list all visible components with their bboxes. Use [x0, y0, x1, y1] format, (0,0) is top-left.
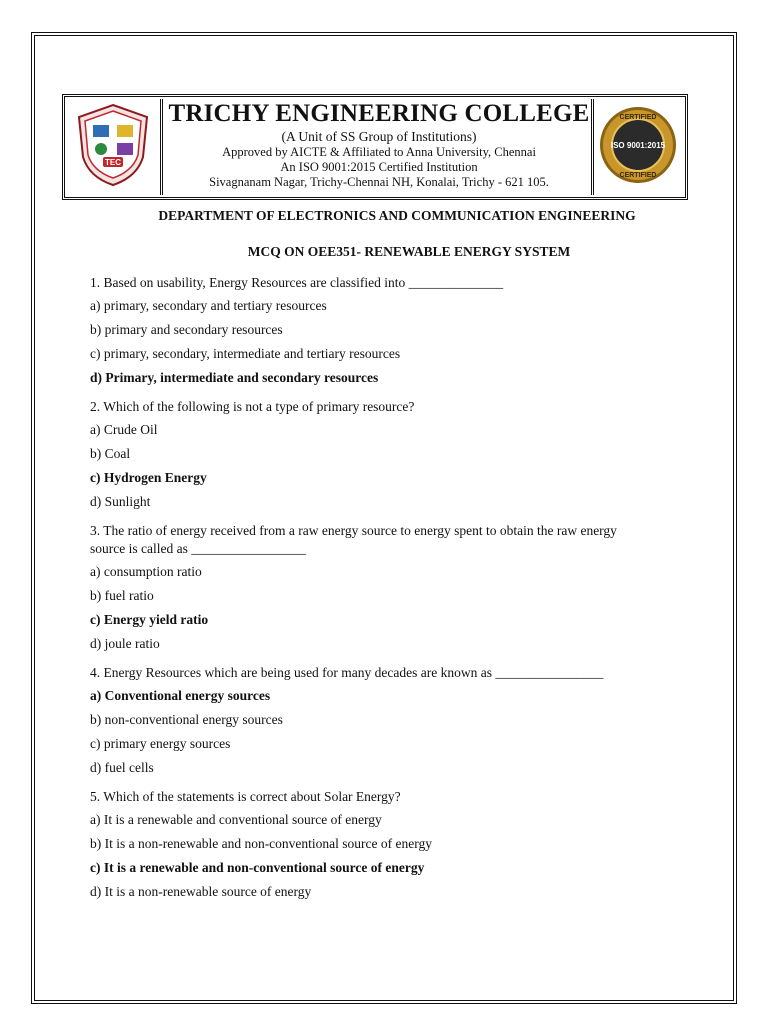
iso-cert-box: [591, 99, 683, 195]
option-c-correct: c) Hydrogen Energy: [90, 470, 207, 485]
option-b: b) fuel ratio: [90, 588, 154, 603]
iso-certified-seal-icon: [594, 99, 682, 191]
option-a: a) consumption ratio: [90, 564, 202, 579]
option-c: c) primary energy sources: [90, 736, 231, 751]
option-b: b) It is a non-renewable and non-conventional source of energy: [90, 836, 433, 851]
question-text: 5. Which of the statements is correct about Solar Energy?: [90, 789, 401, 804]
question-text: 4. Energy Resources which are being used for many decades are known as ________________: [90, 665, 604, 680]
option-d: d) Sunlight: [90, 494, 151, 509]
college-logo-box: [67, 99, 163, 195]
option-b: b) non-conventional energy sources: [90, 712, 283, 727]
cert-top-text: CERTIFIED: [619, 114, 657, 121]
college-unit: (A Unit of SS Group of Institutions): [281, 129, 477, 144]
question-list: [90, 274, 650, 912]
college-name: TRICHY ENGINEERING COLLEGE: [168, 100, 590, 127]
question-text: 3. The ratio of energy received from a raw energy source to energy spent to obtain the raw energy source is called as _________________: [90, 523, 617, 556]
option-c: c) primary, secondary, intermediate and tertiary resources: [90, 346, 401, 361]
option-d-correct: d) Primary, intermediate and secondary resources: [90, 370, 379, 385]
department-title: DEPARTMENT OF ELECTRONICS AND COMMUNICATION ENGINEERING: [158, 208, 636, 223]
cert-mid-text: ISO 9001:2015: [610, 141, 666, 150]
logo-text: TEC: [105, 158, 121, 167]
question-4: [90, 664, 650, 778]
college-logo-icon: [67, 99, 159, 191]
option-c-correct: c) Energy yield ratio: [90, 612, 209, 627]
college-iso: An ISO 9001:2015 Certified Institution: [280, 160, 478, 174]
question-2: [90, 398, 650, 512]
option-a: a) It is a renewable and conventional source of energy: [90, 812, 382, 827]
cert-bottom-text: CERTIFIED: [619, 172, 657, 179]
option-c-correct: c) It is a renewable and non-conventional source of energy: [90, 860, 425, 875]
option-d: d) joule ratio: [90, 636, 160, 651]
question-1: [90, 274, 650, 388]
question-3: [90, 522, 650, 654]
option-a-correct: a) Conventional energy sources: [90, 688, 271, 703]
question-text: 1. Based on usability, Energy Resources are classified into ______________: [90, 275, 504, 290]
option-a: a) Crude Oil: [90, 422, 158, 437]
question-5: [90, 788, 650, 902]
college-header: [62, 94, 688, 200]
college-info: [165, 97, 593, 197]
college-approval: Approved by AICTE & Affiliated to Anna University, Chennai: [222, 145, 536, 159]
college-address: Sivagnanam Nagar, Trichy-Chennai NH, Konalai, Trichy - 621 105.: [209, 175, 549, 189]
option-d: d) fuel cells: [90, 760, 154, 775]
question-text: 2. Which of the following is not a type of primary resource?: [90, 399, 415, 414]
option-d: d) It is a non-renewable source of energy: [90, 884, 312, 899]
option-b: b) Coal: [90, 446, 131, 461]
option-a: a) primary, secondary and tertiary resources: [90, 298, 327, 313]
option-b: b) primary and secondary resources: [90, 322, 283, 337]
mcq-title: MCQ ON OEE351- RENEWABLE ENERGY SYSTEM: [247, 244, 571, 259]
